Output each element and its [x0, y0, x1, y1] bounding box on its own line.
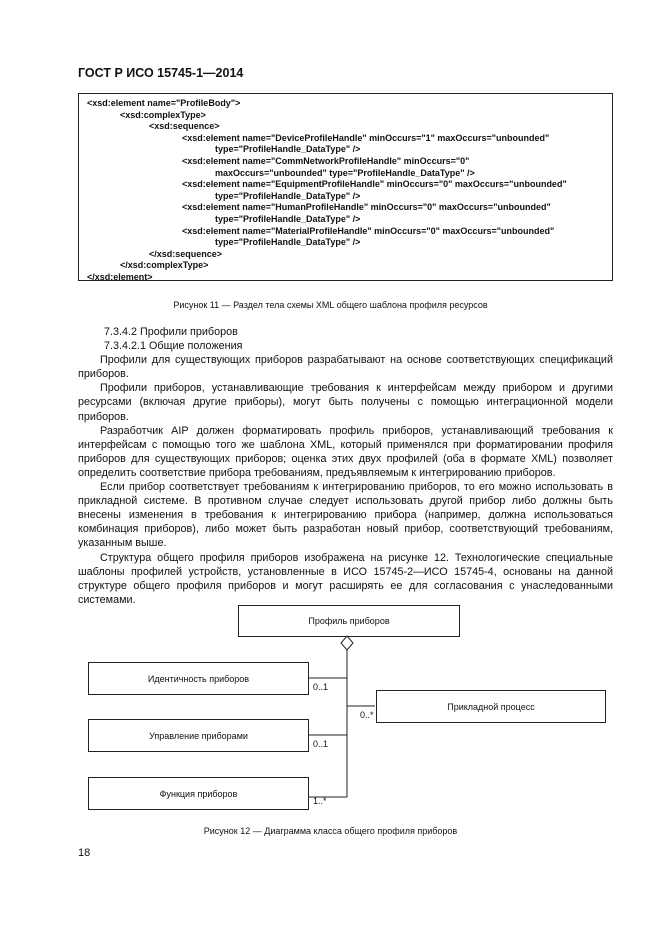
code-line: type="ProfileHandle_DataType" /> — [215, 190, 361, 201]
code-line: type="ProfileHandle_DataType" /> — [215, 237, 361, 248]
code-line: type="ProfileHandle_DataType" /> — [215, 213, 361, 224]
document-header: ГОСТ Р ИСО 15745-1—2014 — [78, 66, 244, 80]
class-application-process: Прикладной процесс — [376, 690, 606, 723]
code-line: type="ProfileHandle_DataType" /> — [215, 144, 361, 155]
class-device-management: Управление приборами — [88, 719, 309, 752]
code-line: <xsd:element name="CommNetworkProfileHandle" minOccurs="0" — [182, 155, 470, 166]
code-line: <xsd:element name="ProfileBody"> — [87, 98, 241, 108]
paragraph: Если прибор соответствует требованиям к интегрированию приборов, то его можно использовать в прикладной системе. В противном случае следует использовать другой прибор либо должны быть внесены изменения в требования к интегрированию прибора (например, должна использоваться комбинация приборов), либо может быть разработан новый прибор, соответствующий требованиям, указанным выше. — [78, 481, 613, 550]
code-line: </xsd:element> — [87, 271, 153, 282]
figure-11-caption: Рисунок 11 — Раздел тела схемы XML общего шаблона профиля ресурсов — [173, 300, 488, 310]
code-line: <xsd:element name="HumanProfileHandle" minOccurs="0" maxOccurs="unbounded" — [182, 202, 551, 213]
code-line: <xsd:element name="DeviceProfileHandle" minOccurs="1" maxOccurs="unbounded" — [182, 132, 550, 143]
paragraph: Профили для существующих приборов разрабатывают на основе соответствующих спецификаций приборов. — [78, 354, 613, 381]
code-line: maxOccurs="unbounded" type="ProfileHandle_DataType" /> — [215, 167, 475, 178]
code-line: </xsd:sequence> — [149, 248, 223, 259]
multiplicity-management: 0..1 — [313, 739, 329, 749]
multiplicity-function: 1..* — [313, 796, 327, 806]
aggregation-diamond — [341, 636, 353, 650]
paragraph: Структура общего профиля приборов изображена на рисунке 12. Технологические специальные шаблоны профилей устройств, установленные в ИСО 15745-2—ИСО 15745-4, основаны на данной структуре общего профиля приборов и могут расширять ее для согласования с унаследованными системами. — [78, 551, 613, 606]
class-device-function: Функция приборов — [88, 777, 309, 810]
code-line: <xsd:complexType> — [120, 109, 206, 120]
section-heading: 7.3.4.2 Профили приборов — [104, 326, 238, 338]
figure-12-caption: Рисунок 12 — Диаграмма класса общего профиля приборов — [203, 826, 458, 836]
code-line: </xsd:complexType> — [120, 260, 209, 271]
code-line: <xsd:element name="MaterialProfileHandle" minOccurs="0" maxOccurs="unbounded" — [182, 225, 555, 236]
page-number: 18 — [78, 847, 91, 859]
paragraph: Профили приборов, устанавливающие требования к интерфейсам между прибором и другими ресурсами (включая другие приборы), могут быть получены с помощью интеграционной модели приборов. — [78, 382, 613, 423]
code-line: <xsd:sequence> — [149, 121, 220, 132]
multiplicity-process: 0..* — [360, 710, 374, 720]
code-line: <xsd:element name="EquipmentProfileHandle" minOccurs="0" maxOccurs="unbounded" — [182, 179, 567, 190]
subsection-heading: 7.3.4.2.1 Общие положения — [104, 340, 243, 353]
class-device-profile: Профиль приборов — [238, 605, 460, 637]
class-device-identity: Идентичность приборов — [88, 662, 309, 695]
multiplicity-identity: 0..1 — [313, 682, 329, 692]
paragraph: Разработчик AIP должен форматировать профиль приборов, устанавливающий требования к интерфейсам с помощью того же шаблона XML, который применялся при форматировании профиля приборов для существующих приборов; оценка этих двух профилей (оба в формате XML) позволяет определить соответствие прибора требованиям, предъявляемым к интегрированию приборов. — [78, 424, 613, 479]
